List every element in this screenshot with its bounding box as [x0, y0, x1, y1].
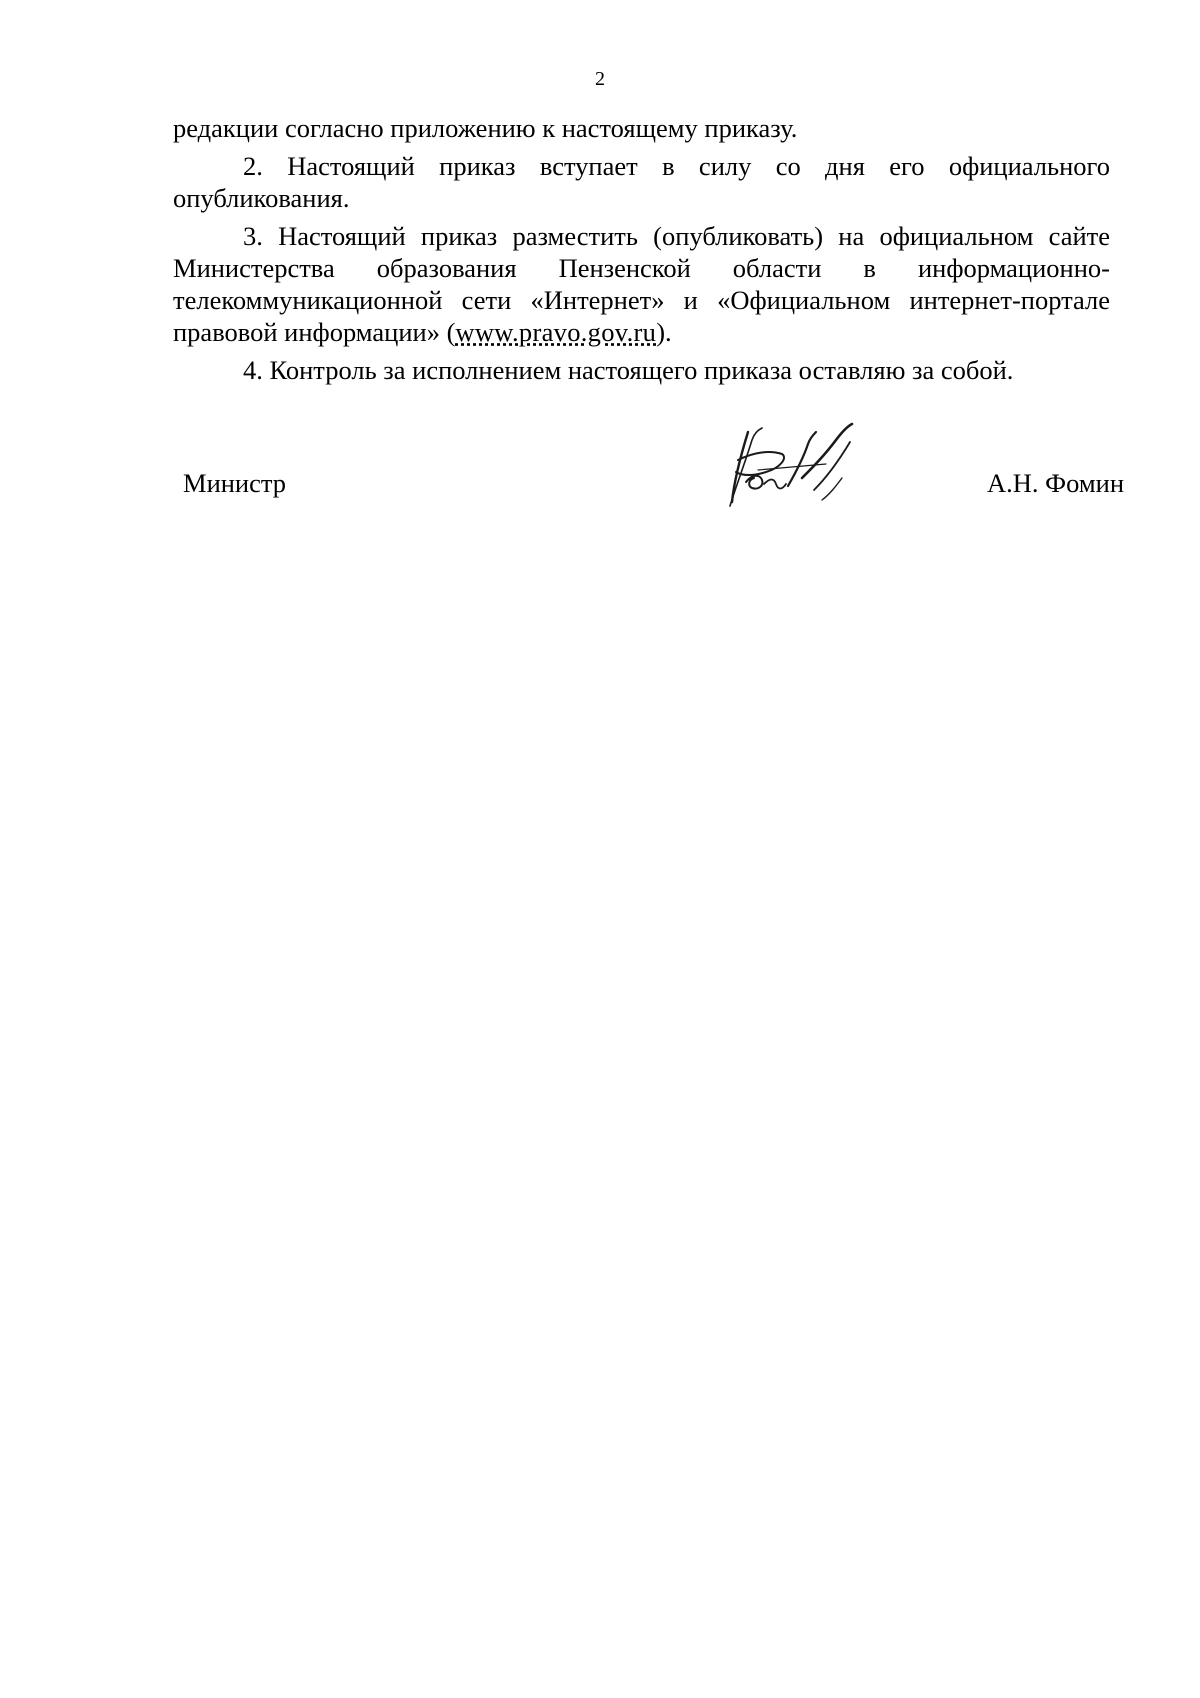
pravo-link[interactable]: www.pravo.gov.ru [455, 317, 657, 347]
page-number: 2 [595, 68, 605, 90]
paragraph-text: 2. Настоящий приказ вступает в силу со дня его официального опубликования. [173, 151, 1110, 213]
handwritten-signature [718, 420, 878, 514]
document-body [173, 112, 1110, 386]
paragraph-text-end: ). [656, 317, 672, 347]
paragraph-continuation [173, 112, 1110, 144]
signer-position: Министр [183, 468, 287, 498]
signer-name: А.Н. Фомин [987, 468, 1124, 498]
paragraph-3 [173, 220, 1110, 348]
paragraph-text: 3. Настоящий приказ разместить (опубликовать) на официальном сайте Министерства образования Пензенской области в информационно-телекоммуникационной сети «Интернет» и «Официальном интернет-портале правовой информации» ( [173, 221, 1110, 347]
paragraph-text: 4. Контроль за исполнением настоящего приказа оставляю за собой. [243, 355, 1014, 385]
signature-block [0, 468, 1200, 508]
paragraph-2 [173, 150, 1110, 214]
paragraph-text: редакции согласно приложению к настоящему приказу. [173, 113, 798, 143]
paragraph-4 [173, 354, 1110, 386]
